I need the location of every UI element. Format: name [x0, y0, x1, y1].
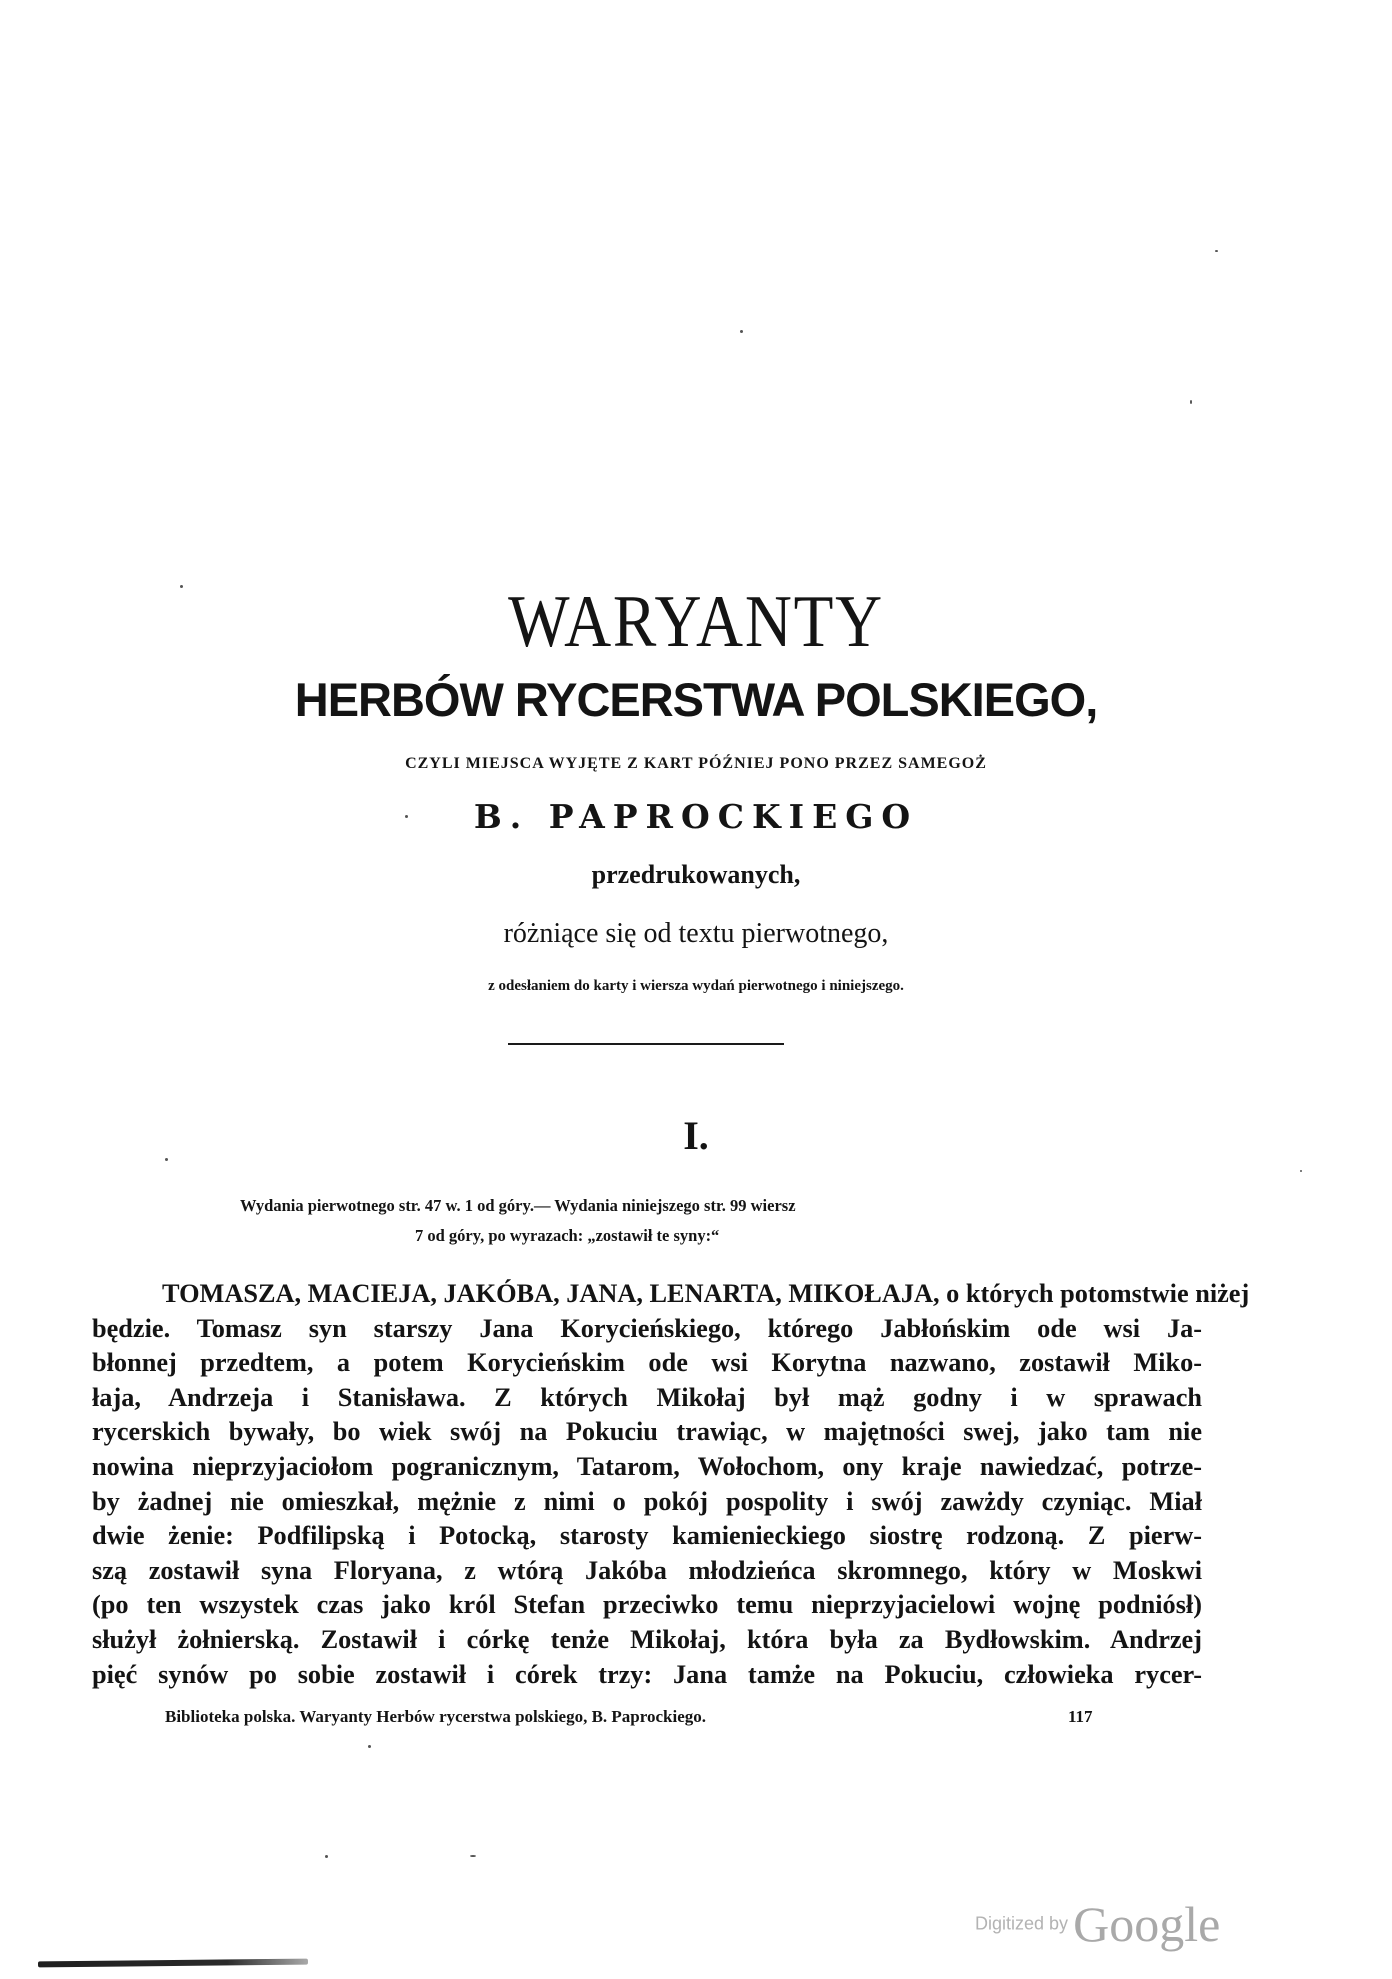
scan-speck: [368, 1745, 371, 1748]
body-line: rycerskich bywały, bo wiek swój na Pokuciu trawiąc, w majętności swej, jako tam nie: [92, 1417, 1202, 1447]
scan-edge-mark: [38, 1959, 308, 1968]
body-line: TOMASZA, MACIEJA, JAKÓBA, JANA, LENARTA, MIKOŁAJA, o których potomstwie niżej: [162, 1279, 1250, 1308]
scan-speck: [180, 585, 183, 588]
subtitle-line-4: z odesłaniem do karty i wiersza wydań pierwotnego i niniejszego.: [488, 978, 904, 994]
subtitle-line-3: różniące się od textu pierwotnego,: [503, 918, 889, 949]
watermark-caption: Digitized by: [975, 1913, 1069, 1934]
body-paragraph: [92, 1277, 1250, 1692]
author-name: B. PAPROCKIEGO: [473, 797, 919, 836]
body-line: szą zostawił syna Floryana, z wtórą Jakóba młodzieńca skromnego, który w Moskwi: [92, 1555, 1202, 1585]
scan-speck: [1190, 400, 1192, 404]
scan-speck: [470, 1855, 476, 1857]
document-subtitle: HERBÓW RYCERSTWA POLSKIEGO,: [294, 673, 1098, 726]
body-line: dwie żenie: Podfilipską i Potocką, starosty kamienieckiego siostrę rodzoną. Z pierw-: [92, 1521, 1202, 1551]
reference-line-2: 7 od góry, po wyrazach: „zostawił te syny:“: [415, 1226, 720, 1245]
body-line: będzie. Tomasz syn starszy Jana Korycieńskiego, którego Jabłońskim ode wsi Ja-: [92, 1313, 1202, 1343]
body-line: nowina nieprzyjaciołom pogranicznym, Tatarom, Wołochom, ony kraje nawiedzać, potrze-: [92, 1451, 1202, 1481]
reference-line-1: Wydania pierwotnego str. 47 w. 1 od góry.— Wydania niniejszego str. 99 wiersz: [240, 1196, 796, 1215]
body-line: (po ten wszystek czas jako król Stefan przeciwko temu nieprzyjacielowi wojnę podniósł): [92, 1590, 1202, 1620]
document-title: WARYANTY: [508, 581, 884, 663]
body-line: by żadnej nie omieszkał, mężnie z nimi o pokój pospolity i swój zawżdy czyniąc. Miał: [92, 1486, 1202, 1516]
subtitle-line-2: przedrukowanych,: [591, 860, 801, 889]
watermark-logo: Google: [1073, 1896, 1221, 1952]
scan-speck: [740, 330, 743, 333]
running-footer-title: Biblioteka polska. Waryanty Herbów rycerstwa polskiego, B. Paprockiego.: [165, 1707, 707, 1726]
scan-speck: [325, 1855, 328, 1858]
section-number: I.: [683, 1113, 709, 1158]
body-line: pięć synów po sobie zostawił i córek trzy: Jana tamże na Pokuciu, człowieka rycer-: [92, 1659, 1202, 1689]
body-line: błonnej przedtem, a potem Korycieńskim ode wsi Korytna nazwano, zostawił Miko-: [92, 1348, 1202, 1378]
digitization-watermark: [975, 1895, 1220, 1953]
body-line: służył żołnierską. Zostawił i córkę tenże Mikołaj, która była za Bydłowskim. Andrzej: [92, 1624, 1202, 1654]
scan-speck: [1215, 250, 1218, 252]
page-number: 117: [1068, 1707, 1093, 1726]
scan-speck: [1300, 1170, 1302, 1172]
scan-speck: [405, 815, 408, 818]
scan-speck: [165, 1158, 168, 1161]
subtitle-line-1: CZYLI MIEJSCA WYJĘTE Z KART PÓŹNIEJ PONO PRZEZ SAMEGOŻ: [405, 755, 987, 772]
divider-rule: [508, 1043, 784, 1045]
body-line: łaja, Andrzeja i Stanisława. Z których Mikołaj był mąż godny i w sprawach: [92, 1382, 1202, 1412]
